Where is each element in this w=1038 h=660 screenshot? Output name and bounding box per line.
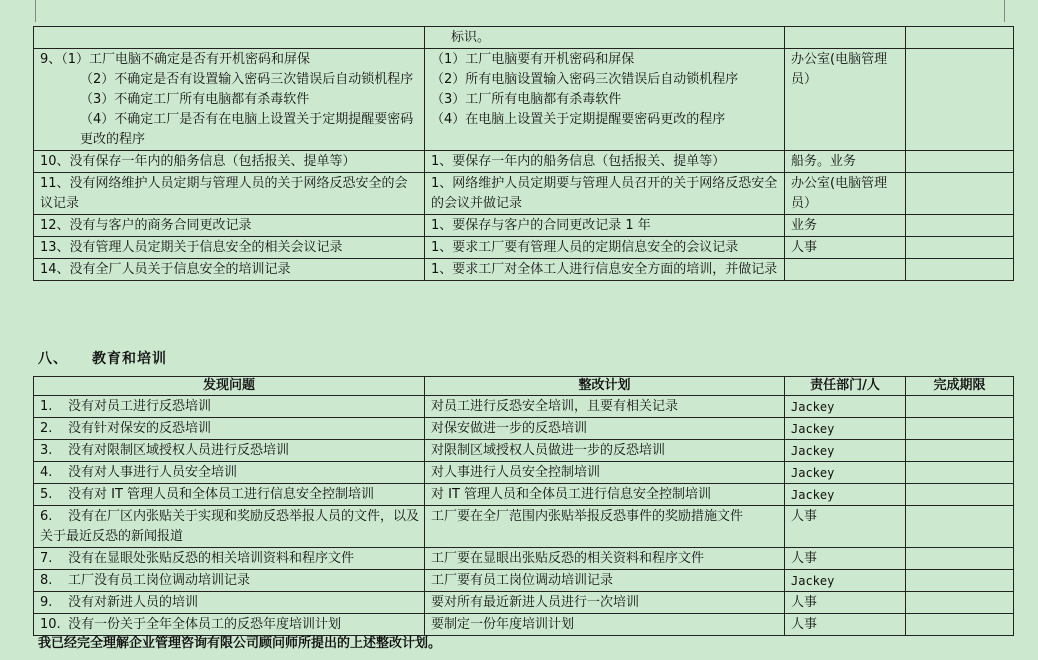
problem-cell — [34, 173, 425, 215]
table-row — [34, 506, 1014, 548]
table-header-row — [34, 377, 1014, 396]
header-plan: 整改计划 — [425, 377, 785, 396]
dept-cell: Jackey — [785, 484, 906, 506]
problem-cell-line: 10、没有保存一年内的船务信息（包括报关、提单等） — [40, 154, 356, 169]
table-row — [34, 484, 1014, 506]
plan-cell — [425, 27, 785, 49]
plan-cell: 对人事进行人员安全控制培训 — [425, 462, 785, 484]
page-margin-left — [35, 0, 36, 22]
header-dept: 责任部门/人 — [785, 377, 906, 396]
item-number: 10. — [40, 617, 61, 632]
problem-cell — [34, 237, 425, 259]
plan-cell — [425, 151, 785, 173]
problem-text: 没有对员工进行反恐培训 — [68, 399, 212, 414]
problem-cell — [34, 27, 425, 49]
section-heading — [38, 348, 167, 368]
dept-cell — [785, 27, 906, 49]
plan-cell: 工厂要在全厂范围内张贴举报反恐事件的奖励措施文件 — [425, 506, 785, 548]
problem-cell-line: 11、没有网络维护人员定期与管理人员的关于网络反恐安全的会议记录 — [40, 176, 408, 211]
plan-cell: 对 IT 管理人员和全体员工进行信息安全控制培训 — [425, 484, 785, 506]
problem-text: 没有对人事进行人员安全培训 — [68, 465, 238, 480]
table-row — [34, 27, 1014, 49]
item-number: 4. — [40, 465, 53, 480]
table-row — [34, 570, 1014, 592]
problem-cell — [34, 570, 425, 592]
problem-cell — [34, 592, 425, 614]
table-row — [34, 151, 1014, 173]
plan-cell-line: （4）在电脑上设置关于定期提醒要密码更改的程序 — [431, 112, 726, 127]
item-number: 7. — [40, 551, 53, 566]
table-row — [34, 237, 1014, 259]
table-row — [34, 396, 1014, 418]
dept-cell: 业务 — [785, 215, 906, 237]
problem-cell — [34, 418, 425, 440]
training-table — [33, 376, 1014, 636]
plan-cell-line: 1、要求工厂要有管理人员的定期信息安全的会议记录 — [431, 240, 739, 255]
table-row — [34, 548, 1014, 570]
plan-cell — [425, 49, 785, 151]
plan-cell: 对限制区域授权人员做进一步的反恐培训 — [425, 440, 785, 462]
item-number: 5. — [40, 487, 53, 502]
plan-cell: 对保安做进一步的反恐培训 — [425, 418, 785, 440]
problem-cell-line: （3）不确定工厂所有电脑都有杀毒软件 — [80, 92, 310, 107]
item-number: 9. — [40, 595, 53, 610]
problem-cell — [34, 548, 425, 570]
plan-cell-line: 1、要求工厂对全体工人进行信息安全方面的培训，并做记录 — [431, 262, 778, 277]
deadline-cell — [906, 259, 1014, 281]
deadline-cell — [906, 215, 1014, 237]
plan-cell — [425, 259, 785, 281]
problem-cell — [34, 49, 425, 151]
dept-cell: Jackey — [785, 418, 906, 440]
problem-text: 没有在显眼处张贴反恐的相关培训资料和程序文件 — [68, 551, 355, 566]
plan-cell-line: 1、要保存与客户的合同更改记录 1 年 — [431, 218, 651, 233]
deadline-cell — [906, 484, 1014, 506]
dept-cell: 人事 — [785, 548, 906, 570]
problem-cell-line: 13、没有管理人员定期关于信息安全的相关会议记录 — [40, 240, 343, 255]
dept-cell: 人事 — [785, 237, 906, 259]
plan-cell-line: （3）工厂所有电脑都有杀毒软件 — [431, 92, 622, 107]
plan-cell-line: 1、网络维护人员定期要与管理人员召开的关于网络反恐安全的会议并做记录 — [431, 176, 778, 211]
plan-cell — [425, 215, 785, 237]
deadline-cell — [906, 614, 1014, 636]
table-row — [34, 173, 1014, 215]
deadline-cell — [906, 49, 1014, 151]
problem-cell — [34, 215, 425, 237]
dept-cell: 人事 — [785, 592, 906, 614]
plan-cell — [425, 237, 785, 259]
problem-cell — [34, 440, 425, 462]
problem-text: 没有在厂区内张贴关于实现和奖励反恐举报人员的文件，以及关于最近反恐的新闻报道 — [40, 509, 420, 544]
item-number: 6. — [40, 509, 53, 524]
dept-cell: 办公室(电脑管理员） — [785, 49, 906, 151]
table-row — [34, 462, 1014, 484]
plan-cell-line: （1）工厂电脑要有开机密码和屏保 — [431, 52, 635, 67]
table-row — [34, 440, 1014, 462]
problem-cell-line: （2）不确定是否有设置输入密码三次错误后自动锁机程序 — [80, 72, 414, 87]
plan-cell: 工厂要有员工岗位调动培训记录 — [425, 570, 785, 592]
deadline-cell — [906, 570, 1014, 592]
deadline-cell — [906, 548, 1014, 570]
table-row — [34, 49, 1014, 151]
deadline-cell — [906, 27, 1014, 49]
plan-cell: 工厂要在显眼出张贴反恐的相关资料和程序文件 — [425, 548, 785, 570]
problem-cell — [34, 259, 425, 281]
table-row — [34, 418, 1014, 440]
problem-cell-line: （4）不确定工厂是否有在电脑上设置关于定期提醒要密码更改的程序 — [80, 112, 414, 147]
problem-cell — [34, 484, 425, 506]
plan-cell-line: （2）所有电脑设置输入密码三次错误后自动锁机程序 — [431, 72, 739, 87]
plan-cell: 对员工进行反恐安全培训，且要有相关记录 — [425, 396, 785, 418]
problem-cell — [34, 506, 425, 548]
problem-text: 工厂没有员工岗位调动培训记录 — [68, 573, 251, 588]
problem-cell — [34, 396, 425, 418]
dept-cell: 人事 — [785, 506, 906, 548]
problem-text: 没有对 IT 管理人员和全体员工进行信息安全控制培训 — [68, 487, 375, 502]
deadline-cell — [906, 173, 1014, 215]
plan-cell: 要制定一份年度培训计划 — [425, 614, 785, 636]
deadline-cell — [906, 462, 1014, 484]
problem-text: 没有对新进人员的培训 — [68, 595, 199, 610]
item-number: 1. — [40, 399, 53, 414]
item-number: 2. — [40, 421, 53, 436]
dept-cell: Jackey — [785, 440, 906, 462]
problem-cell — [34, 462, 425, 484]
table-row — [34, 215, 1014, 237]
deadline-cell — [906, 396, 1014, 418]
dept-cell: Jackey — [785, 462, 906, 484]
problem-cell-line: 14、没有全厂人员关于信息安全的培训记录 — [40, 262, 291, 277]
item-number: 3. — [40, 443, 53, 458]
item-number: 8. — [40, 573, 53, 588]
table-row — [34, 592, 1014, 614]
page-margin-right — [1004, 0, 1005, 22]
dept-cell: Jackey — [785, 570, 906, 592]
dept-cell: 人事 — [785, 614, 906, 636]
dept-cell — [785, 259, 906, 281]
problem-cell — [34, 151, 425, 173]
deadline-cell — [906, 592, 1014, 614]
dept-cell: 办公室(电脑管理员） — [785, 173, 906, 215]
header-problem: 发现问题 — [34, 377, 425, 396]
acknowledgement-text: 我已经完全理解企业管理咨询有限公司顾问师所提出的上述整改计划。 — [38, 636, 442, 651]
plan-cell: 要对所有最近新进人员进行一次培训 — [425, 592, 785, 614]
header-deadline: 完成期限 — [906, 377, 1014, 396]
dept-cell: 船务。业务 — [785, 151, 906, 173]
plan-cell — [425, 173, 785, 215]
deadline-cell — [906, 151, 1014, 173]
dept-cell: Jackey — [785, 396, 906, 418]
deadline-cell — [906, 418, 1014, 440]
deadline-cell — [906, 237, 1014, 259]
section-title: 教育和培训 — [92, 351, 167, 367]
table-row — [34, 259, 1014, 281]
section-number: 八、 — [38, 351, 68, 367]
deadline-cell — [906, 440, 1014, 462]
problem-cell-line: 12、没有与客户的商务合同更改记录 — [40, 218, 252, 233]
problem-text: 没有针对保安的反恐培训 — [68, 421, 212, 436]
plan-cell-line: 1、要保存一年内的船务信息（包括报关、提单等） — [431, 154, 726, 169]
deadline-cell — [906, 506, 1014, 548]
problem-cell-line: 9、（1）工厂电脑不确定是否有开机密码和屏保 — [40, 52, 311, 67]
security-issues-table — [33, 26, 1014, 281]
plan-cell-line: 标识。 — [451, 30, 491, 45]
problem-text: 没有一份关于全年全体员工的反恐年度培训计划 — [68, 617, 342, 632]
problem-text: 没有对限制区域授权人员进行反恐培训 — [68, 443, 290, 458]
